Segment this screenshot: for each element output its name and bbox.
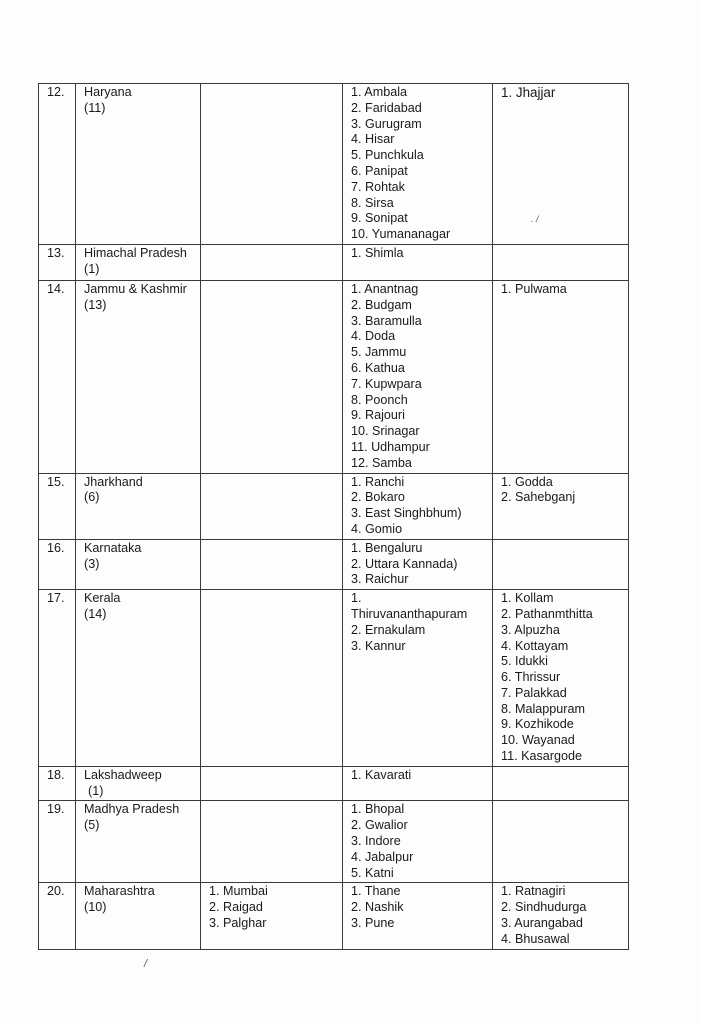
city-list-item: 1. Kavarati [351,767,412,782]
table-row [39,766,629,801]
state-name: Kerala [84,591,121,606]
city-list-item: 7. Kupwpara [351,376,422,391]
city-list-item: 6. Thrissur [501,670,561,685]
serial-number-cell: 14. [39,280,76,473]
col-a-cell [201,590,343,767]
table-row [39,539,629,589]
col-c-cell [493,244,629,280]
pen-mark: / [144,958,148,970]
city-list [351,282,488,472]
city-list-item: 3. East Singhbhum) [351,506,462,521]
table-row [39,590,629,767]
city-list-item: 2. Raigad [209,900,263,915]
city-list-item: 1. Ranchi [351,474,405,489]
city-list-item: 1. Kollam [501,591,554,606]
city-list [351,85,488,243]
city-list-item: 1. Godda [501,474,553,489]
city-list-item: 8. Sirsa [351,195,394,210]
city-list-item: 5. Katni [351,865,394,880]
col-c-cell [493,473,629,539]
state-count: (5) [84,818,100,833]
city-list [501,884,624,947]
serial-number-cell: 13. [39,244,76,280]
city-list-item [351,591,481,623]
city-list-item: 3. Pune [351,916,395,931]
serial-number-cell: 15. [39,473,76,539]
city-list-item: 7. Palakkad [501,685,567,700]
col-c-cell [493,766,629,801]
city-list-item: 1. Jhajjar [501,85,556,100]
col-b-cell [343,84,493,245]
state-name: Jammu & Kashmir [84,281,187,296]
city-list [351,768,488,784]
city-list-item: 10. Wayanad [501,733,575,748]
city-list-item: 4. Bhusawal [501,931,570,946]
col-a-cell [201,84,343,245]
city-list-item: 2. Sahebganj [501,490,576,505]
city-list-item: 2. Uttara Kannada) [351,556,458,571]
col-a-cell [201,766,343,801]
city-list-item: 2. Budgam [351,297,412,312]
serial-number-cell: 12. [39,84,76,245]
col-a-cell [201,801,343,883]
serial-number-cell: 20. [39,883,76,949]
city-list-item: 7. Rohtak [351,179,405,194]
city-list [501,282,624,298]
serial-number-cell: 17. [39,590,76,767]
col-c-cell [493,539,629,589]
state-name: Jharkhand [84,474,143,489]
col-c-cell [493,590,629,767]
city-list [351,541,488,588]
table-body [39,84,629,950]
state-count: (11) [84,100,106,115]
city-list-item: 1. Anantnag [351,281,419,296]
table-row [39,244,629,280]
city-list-item: 1. Mumbai [209,884,268,899]
city-list-item: 11. Udhampur [351,439,430,454]
state-cell [76,590,201,767]
city-list-item: 5. Idukki [501,654,548,669]
col-b-cell [343,244,493,280]
col-a-cell [201,539,343,589]
col-b-cell [343,473,493,539]
state-name: Himachal Pradesh [84,245,187,260]
city-list-item: 6. Kathua [351,360,405,375]
city-list-item: 3. Indore [351,834,401,849]
col-b-cell [343,766,493,801]
state-count: (14) [84,606,107,621]
city-list-item: 2. Gwalior [351,818,408,833]
col-b-cell [343,801,493,883]
state-cell [76,801,201,883]
state-cell [76,883,201,949]
city-list-item: 4. Jabalpur [351,849,414,864]
city-list-item: 1. Thane [351,884,401,899]
state-name: Maharashtra [84,884,155,899]
city-list-item: 10. Srinagar [351,424,420,439]
serial-number-cell: 16. [39,539,76,589]
city-list-item: 1. Pulwama [501,281,567,296]
city-list-item: 2. Ernakulam [351,622,426,637]
city-list [351,475,488,538]
list-text: Thiruvananthapuram [351,606,468,621]
state-city-table [38,83,629,950]
city-list-item: 2. Sindhudurga [501,900,587,915]
city-list-item: 3. Aurangabad [501,916,583,931]
city-list-item: 2. Pathanmthitta [501,606,593,621]
state-cell [76,244,201,280]
state-name: Haryana [84,85,132,99]
state-name: Madhya Pradesh [84,802,180,817]
state-cell [76,473,201,539]
city-list-item: 4. Kottayam [501,638,569,653]
table-row [39,280,629,473]
city-list-item: 9. Kozhikode [501,717,574,732]
col-c-cell [493,801,629,883]
city-list [351,884,488,931]
city-list-item: 11. Kasargode [501,749,582,764]
city-list-item: 4. Hisar [351,132,395,147]
city-list-item: 10. Yumananagar [351,227,451,242]
city-list [501,85,624,101]
col-a-cell [201,473,343,539]
state-count: (13) [84,297,107,312]
city-list-item: 4. Gomio [351,521,403,536]
city-list-item: 3. Kannur [351,638,406,653]
city-list-item: 9. Sonipat [351,211,408,226]
city-list [351,591,488,654]
pen-mark: . / [531,214,539,224]
col-b-cell [343,590,493,767]
city-list-item: 6. Panipat [351,163,408,178]
city-list-item: 3. Palghar [209,916,267,931]
state-cell [76,766,201,801]
city-list-item: 1. Ratnagiri [501,884,566,899]
city-list [501,475,624,507]
state-cell [76,280,201,473]
city-list-item: 4. Doda [351,329,396,344]
col-a-cell [201,244,343,280]
state-count: (1) [84,261,100,276]
list-number: 1. [351,591,362,606]
city-list-item: 5. Jammu [351,345,407,360]
city-list-item: 3. Gurugram [351,116,422,131]
state-name: Lakshadweep [84,767,162,782]
city-list [209,884,338,931]
table-row [39,473,629,539]
city-list-item: 1. Shimla [351,245,404,260]
city-list-item: 2. Nashik [351,900,404,915]
state-cell [76,84,201,245]
city-list-item: 5. Punchkula [351,148,424,163]
state-count: (10) [84,900,107,915]
city-list-item: 8. Poonch [351,392,408,407]
col-b-cell [343,539,493,589]
city-list-item: 3. Baramulla [351,313,422,328]
table-row [39,801,629,883]
city-list-item: 1. Bengaluru [351,540,423,555]
city-list-item: 2. Faridabad [351,100,422,115]
city-list-item: 12. Samba [351,455,412,470]
serial-number-cell: 19. [39,801,76,883]
city-list-item: 2. Bokaro [351,490,405,505]
table-row [39,883,629,949]
state-count: (6) [84,490,100,505]
state-name: Karnataka [84,540,142,555]
city-list [351,802,488,881]
state-count: (1) [88,783,104,798]
col-b-cell [343,883,493,949]
city-list-item: 9. Rajouri [351,408,405,423]
col-a-cell [201,883,343,949]
city-list [351,246,488,262]
col-c-cell [493,883,629,949]
state-count: (3) [84,556,100,571]
city-list-item: 1. Bhopal [351,802,405,817]
city-list-item: 3. Raichur [351,572,409,587]
col-a-cell [201,280,343,473]
city-list-item: 8. Malappuram [501,701,585,716]
col-c-cell [493,280,629,473]
city-list-item: 3. Alpuzha [501,622,560,637]
state-cell [76,539,201,589]
city-list-item: 1. Ambala [351,85,408,99]
city-list [501,591,624,765]
col-c-cell [493,84,629,245]
serial-number-cell: 18. [39,766,76,801]
table-row [39,84,629,245]
col-b-cell [343,280,493,473]
